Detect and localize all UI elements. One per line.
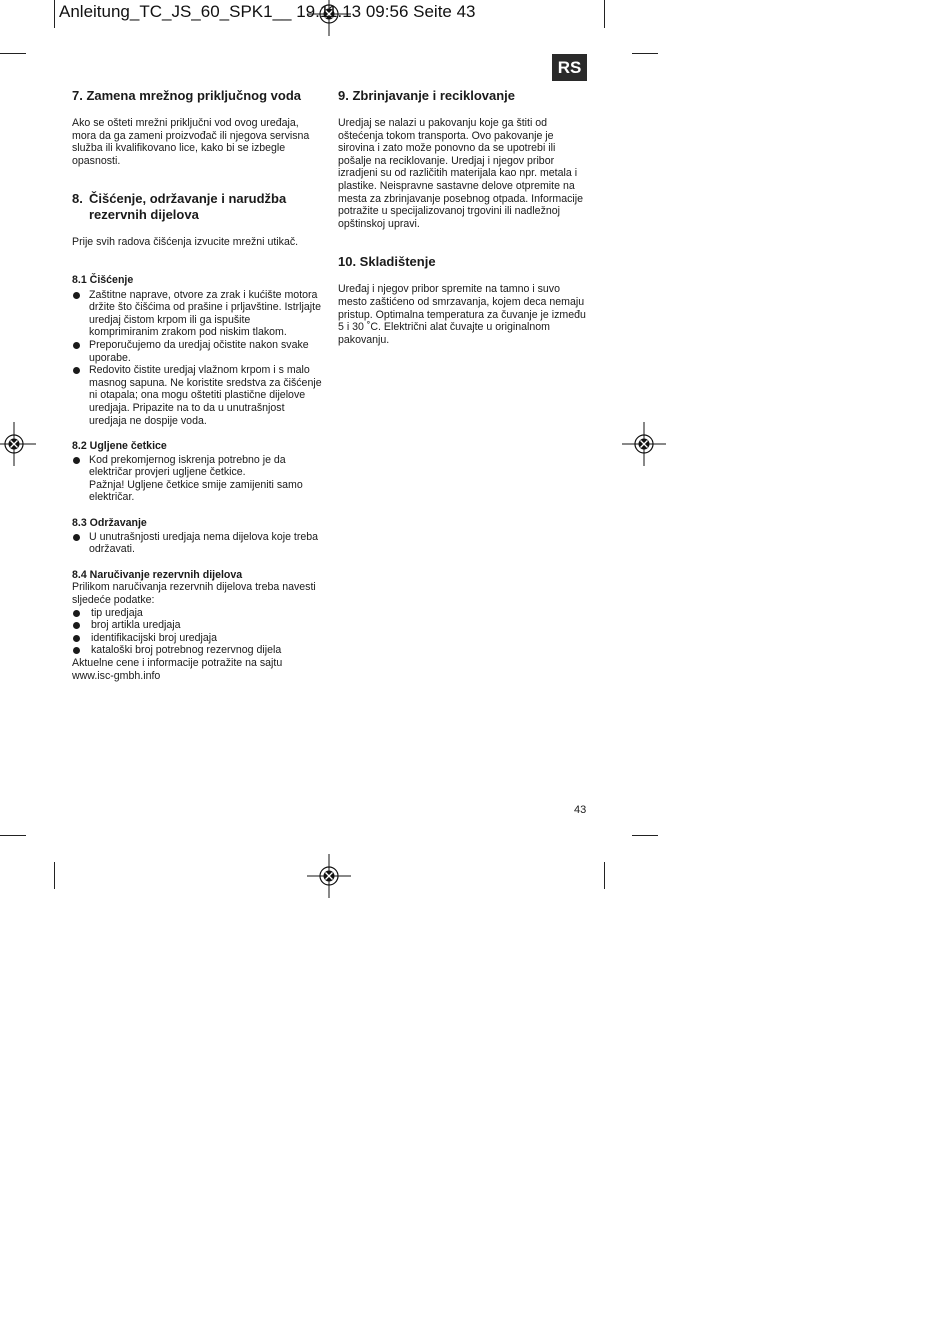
crop-mark: [632, 53, 658, 54]
section-8-3-title: 8.3 Održavanje: [72, 517, 147, 530]
section-7-body: Ako se ošteti mrežni priključni vod ovog uređaja, mora da ga zameni proizvođač ili njegova servisna služba ili kvalifikovano lice, kako bi se izbegle opasnosti.: [72, 117, 310, 167]
crop-mark: [604, 0, 605, 28]
list-item: U unutrašnjosti uredjaja nema dijelova koje treba održavati.: [72, 531, 322, 556]
language-badge: RS: [552, 54, 587, 81]
section-8-1-list: [72, 289, 322, 428]
list-item: Zaštitne naprave, otvore za zrak i kućište motora držite što čišćima od prašine i prljavštine. Istrljajte uredjaj čistom krpom ili ga ispušite komprimiranim zrakom pod niskim tlakom.: [72, 289, 322, 339]
section-8-2-list: [72, 454, 322, 504]
list-item-line: Kod prekomjernog iskrenja potrebno je da električar provjeri ugljene četkice.: [89, 453, 286, 479]
list-item: kataloški broj potrebnog rezervnog dijela: [72, 644, 322, 657]
list-item: Preporučujemo da uredjaj očistite nakon svake uporabe.: [72, 339, 322, 364]
section-8-4-outro: Aktuelne cene i informacije potražite na sajtu: [72, 657, 283, 669]
print-slug: Anleitung_TC_JS_60_SPK1__ 19.11.13 09:56 Seite 43: [59, 2, 476, 21]
right-column: [338, 88, 588, 346]
section-7-title: 7. Zamena mrežnog priključnog voda: [72, 88, 301, 103]
crop-mark: [0, 53, 26, 54]
section-8-1-title: 8.1 Čišćenje: [72, 273, 134, 286]
website-link[interactable]: www.isc-gmbh.info: [72, 669, 161, 682]
section-9-title: 9. Zbrinjavanje i reciklovanje: [338, 88, 516, 103]
section-8-intro: Prije svih radova čišćenja izvucite mrežni utikač.: [72, 236, 299, 249]
section-8-3-list: [72, 531, 322, 556]
section-10-body: Uređaj i njegov pribor spremite na tamno i suvo mesto zaštićeno od smrzavanja, kojem deca nemaju pristup. Optimalna temperatura za čuvanje je između 5 i 30 ˚C. Električni alat čuvajte u originalnom pakovanju.: [338, 283, 586, 346]
page-number: 43: [574, 804, 587, 816]
section-8-title: [72, 191, 322, 223]
list-item: tip uredjaja: [72, 607, 322, 620]
list-item: [72, 454, 322, 504]
registration-mark-icon: [307, 854, 351, 898]
section-8-4-intro: Prilikom naručivanja rezervnih dijelova treba navesti sljedeće podatke:: [72, 581, 316, 607]
section-8-title-text: Čišćenje, održavanje i narudžba rezervnih dijelova: [89, 191, 287, 223]
section-10-title: 10. Skladištenje: [338, 254, 436, 270]
list-item: Redovito čistite uredjaj vlažnom krpom i s malo masnog sapuna. Ne koristite sredstva za čišćenje ni otapala; ona mogu oštetiti plastične dijelove uredjaja. Pripazite na to da u unutrašnjost uredjaja ne dospije voda.: [72, 364, 322, 427]
section-8-2-title: 8.2 Ugljene četkice: [72, 440, 167, 453]
registration-mark-icon: [0, 422, 36, 466]
crop-mark: [54, 0, 55, 28]
registration-mark-icon: [622, 422, 666, 466]
section-8-4-title: 8.4 Naručivanje rezervnih dijelova: [72, 568, 243, 581]
left-column: [72, 88, 322, 682]
crop-mark: [632, 835, 658, 836]
section-9-body: Uredjaj se nalazi u pakovanju koje ga štiti od oštećenja tokom transporta. Ovo pakovanje je sirovina i zato može ponovno da se upotrebi ili pošalje na reciklovanje. Uredjaj i njegov pribor izradjeni su od različitih materijala kao npr. metala i plastike. Neispravne sastavne delove otpremite na mesta za zbrinjavanje posebnog otpada. Informacije potražite u specijalizovanoj trgovini ili nadležnoj opštinskoj upravi.: [338, 117, 583, 230]
crop-mark: [54, 862, 55, 889]
section-8-number: 8.: [72, 191, 83, 207]
list-item: broj artikla uredjaja: [72, 619, 322, 632]
crop-mark: [0, 835, 26, 836]
list-item-line: Pažnja! Ugljene četkice smije zamijeniti samo električar.: [89, 478, 303, 504]
list-item: identifikacijski broj uredjaja: [72, 632, 322, 645]
crop-mark: [604, 862, 605, 889]
section-8-4-list: [72, 607, 322, 657]
